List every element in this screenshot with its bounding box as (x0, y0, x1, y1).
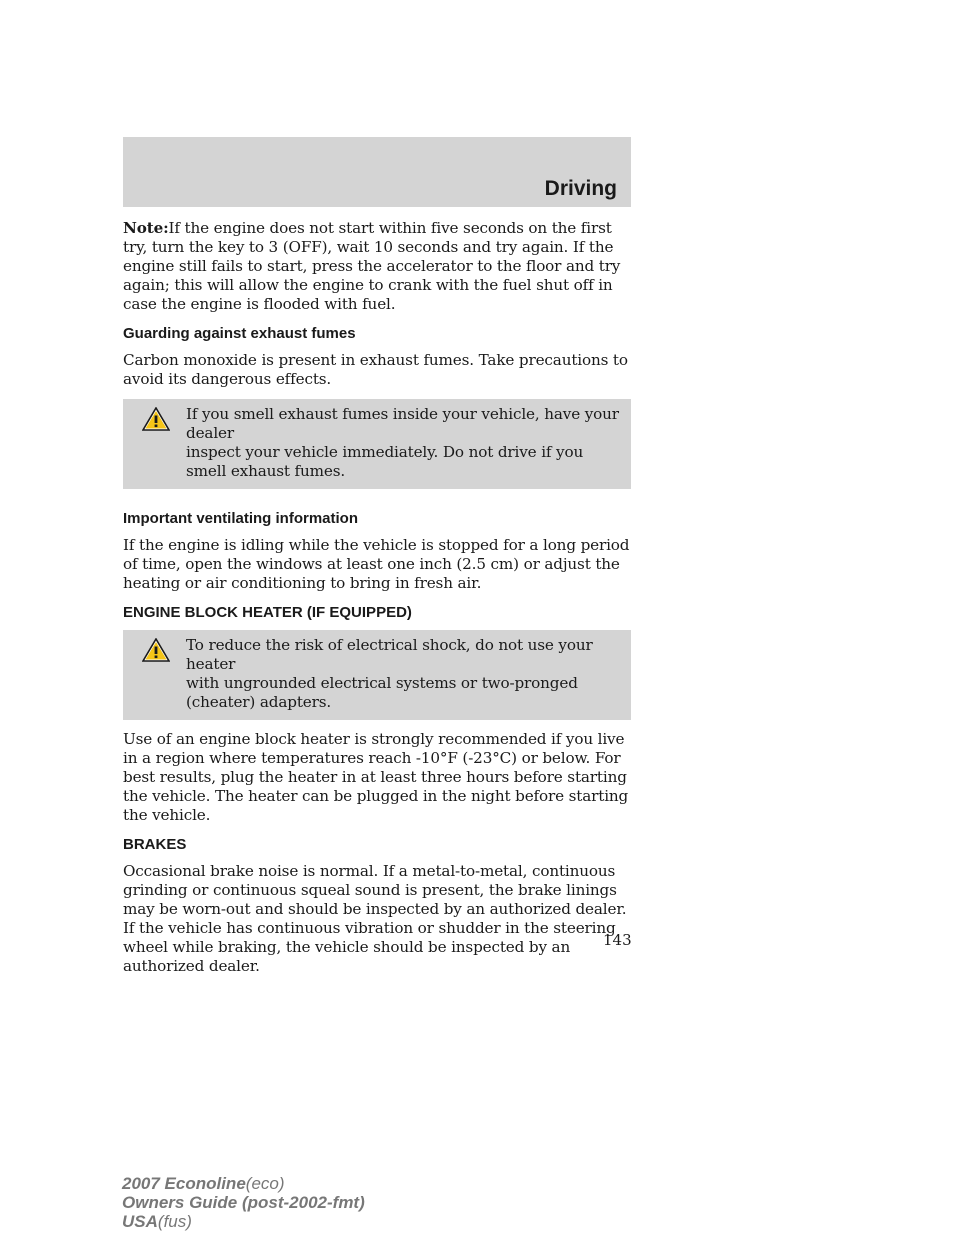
footer-line-1: 2007 Econoline(eco) (122, 1174, 285, 1193)
note-text: If the engine does not start within five seconds on the first try, turn the key to 3 (OFF), wait 10 seconds and try again. If the engine still fails to start, press the accelerator to the floor and try again; this will allow the engine to crank with the fuel shut off in case the engine is flooded with fuel. (123, 219, 621, 313)
heading-block-heater: ENGINE BLOCK HEATER (IF EQUIPPED) (123, 604, 412, 621)
brakes-paragraph: Occasional brake noise is normal. If a metal-to-metal, continuous grinding or continuous squeal sound is present, the brake linings may be worn-out and should be inspected by an authorized dealer. If the vehicle has continuous vibration or shudder in the steering wheel while braking, the vehicle should be inspected by an authorized dealer. (123, 862, 627, 975)
note-paragraph (123, 219, 633, 314)
warning-box-heater (123, 630, 631, 720)
warning-heater-text: with ungrounded electrical systems or two-pronged (cheater) adapters. (186, 674, 578, 711)
warning-triangle-icon (142, 638, 170, 662)
warning-triangle-icon (142, 407, 170, 431)
footer-line-2: Owners Guide (post-2002-fmt) (122, 1193, 365, 1212)
block-heater-paragraph: Use of an engine block heater is strongly recommended if you live in a region where temperatures reach -10°F (-23°C) or below. For best results, plug the heater in at least three hours before starting the vehicle. The heater can be plugged in the night before starting the vehicle. (123, 730, 629, 824)
warning-heater-first-line: To reduce the risk of electrical shock, do not use your heater (186, 636, 593, 673)
section-header-band (123, 137, 631, 207)
warning-exhaust-text: inspect your vehicle immediately. Do not drive if you smell exhaust fumes. (186, 443, 584, 480)
heading-brakes: BRAKES (123, 836, 187, 853)
page-number: 143 (603, 931, 632, 949)
note-label: Note: (123, 219, 169, 237)
warning-exhaust-first-line: If you smell exhaust fumes inside your vehicle, have your dealer (186, 405, 619, 442)
ventilating-paragraph: If the engine is idling while the vehicle is stopped for a long period of time, open the windows at least one inch (2.5 cm) or adjust the heating or air conditioning to bring in fresh air. (123, 536, 630, 592)
footer-line-3: USA(fus) (122, 1212, 192, 1231)
page-content (123, 219, 633, 986)
heading-exhaust-fumes: Guarding against exhaust fumes (123, 325, 356, 342)
exhaust-paragraph: Carbon monoxide is present in exhaust fumes. Take precautions to avoid its dangerous effects. (123, 351, 628, 388)
document-footer (122, 1174, 365, 1231)
heading-ventilating: Important ventilating information (123, 510, 358, 527)
warning-box-exhaust (123, 399, 631, 489)
section-title: Driving (544, 177, 617, 200)
